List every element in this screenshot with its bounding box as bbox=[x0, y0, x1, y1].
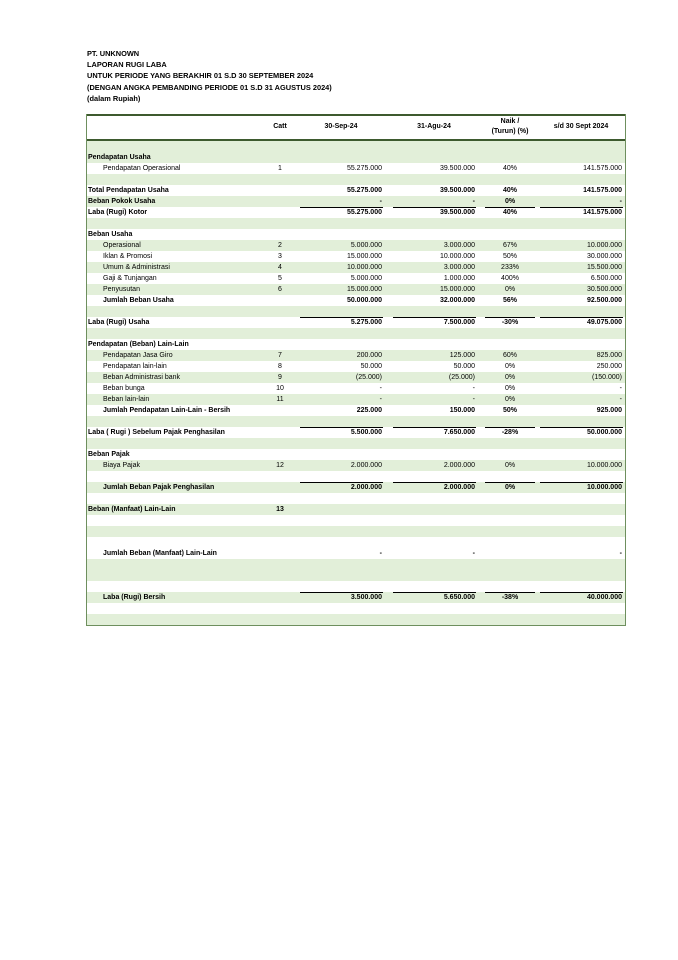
row-change-pct: 0% bbox=[504, 462, 516, 469]
table-row bbox=[87, 306, 625, 317]
row-value-aug: 3.000.000 bbox=[443, 242, 475, 249]
row-label: Operasional bbox=[103, 242, 141, 249]
row-change-pct: 0% bbox=[504, 396, 516, 403]
row-value-ytd: 49.075.000 bbox=[586, 319, 622, 326]
row-value-sep: 5.000.000 bbox=[350, 275, 382, 282]
row-catt: 1 bbox=[278, 165, 282, 172]
table-row bbox=[87, 185, 625, 196]
row-value-ytd: 141.575.000 bbox=[583, 187, 622, 194]
row-value-aug: 32.000.000 bbox=[439, 297, 475, 304]
row-label: Gaji & Tunjangan bbox=[103, 275, 157, 282]
rule-line bbox=[540, 427, 623, 428]
row-value-sep: 50.000.000 bbox=[346, 297, 382, 304]
row-value-aug: 39.500.000 bbox=[439, 209, 475, 216]
col-catt: Catt bbox=[273, 123, 287, 130]
row-label: Pendapatan lain-lain bbox=[103, 363, 167, 370]
row-value-aug: (25.000) bbox=[448, 374, 475, 381]
row-catt: 9 bbox=[278, 374, 282, 381]
row-catt: 13 bbox=[276, 506, 284, 513]
col-sep: 30-Sep-24 bbox=[324, 123, 358, 130]
table-row bbox=[87, 592, 625, 603]
row-value-sep: (25.000) bbox=[355, 374, 382, 381]
table-row bbox=[87, 372, 625, 383]
row-value-ytd: 6.500.000 bbox=[590, 275, 622, 282]
rule-line bbox=[393, 427, 476, 428]
row-value-sep: 2.000.000 bbox=[350, 484, 382, 491]
row-value-ytd: 30.000.000 bbox=[586, 253, 622, 260]
row-value-aug: 3.000.000 bbox=[443, 264, 475, 271]
row-value-ytd: 141.575.000 bbox=[583, 209, 622, 216]
row-label: Laba (Rugi) Bersih bbox=[103, 594, 166, 601]
row-change-pct: -38% bbox=[501, 594, 519, 601]
row-value-aug: - bbox=[472, 396, 475, 403]
row-value-aug: 150.000 bbox=[449, 407, 475, 414]
row-label: Beban bunga bbox=[103, 385, 145, 392]
table-row bbox=[87, 240, 625, 251]
row-catt: 6 bbox=[278, 286, 282, 293]
row-value-ytd: 30.500.000 bbox=[586, 286, 622, 293]
row-label: Jumlah Pendapatan Lain-Lain - Bersih bbox=[103, 407, 231, 414]
col-naik-line1: Naik / bbox=[500, 118, 520, 125]
row-value-aug: 39.500.000 bbox=[439, 187, 475, 194]
rule-line bbox=[300, 427, 383, 428]
row-value-ytd: 925.000 bbox=[596, 407, 622, 414]
row-change-pct: 67% bbox=[502, 242, 517, 249]
table-row bbox=[87, 548, 625, 559]
row-value-ytd: - bbox=[619, 385, 622, 392]
income-statement-table bbox=[86, 114, 626, 626]
row-change-pct: 40% bbox=[502, 187, 517, 194]
table-row bbox=[87, 317, 625, 328]
row-change-pct: 60% bbox=[502, 352, 517, 359]
row-change-pct: 40% bbox=[502, 209, 517, 216]
table-header bbox=[87, 114, 625, 141]
rule-line bbox=[485, 427, 535, 428]
row-label: Total Pendapatan Usaha bbox=[88, 187, 169, 194]
report-title: LAPORAN RUGI LABA bbox=[87, 60, 167, 70]
table-row bbox=[87, 449, 625, 460]
rule-line bbox=[540, 207, 623, 208]
table-row bbox=[87, 328, 625, 339]
col-ytd: s/d 30 Sept 2024 bbox=[553, 123, 609, 130]
row-label: Beban Usaha bbox=[88, 231, 133, 238]
row-value-aug: 39.500.000 bbox=[439, 165, 475, 172]
row-value-sep: 50.000 bbox=[360, 363, 382, 370]
rule-line bbox=[485, 592, 535, 593]
row-label: Umum & Administrasi bbox=[103, 264, 170, 271]
row-label: Jumlah Beban (Manfaat) Lain-Lain bbox=[103, 550, 217, 557]
row-change-pct: -30% bbox=[501, 319, 519, 326]
row-change-pct: 56% bbox=[502, 297, 517, 304]
row-value-sep: 225.000 bbox=[356, 407, 382, 414]
table-row bbox=[87, 405, 625, 416]
row-label: Laba (Rugi) Kotor bbox=[88, 209, 148, 216]
rule-line bbox=[300, 317, 383, 318]
row-catt: 11 bbox=[276, 396, 284, 403]
row-catt: 7 bbox=[278, 352, 282, 359]
row-value-aug: - bbox=[472, 198, 475, 205]
row-value-sep: - bbox=[379, 385, 382, 392]
table-row bbox=[87, 218, 625, 229]
row-value-aug: - bbox=[472, 550, 475, 557]
row-label: Laba ( Rugi ) Sebelum Pajak Penghasilan bbox=[88, 429, 225, 436]
table-row bbox=[87, 339, 625, 350]
row-value-aug: 7.650.000 bbox=[443, 429, 475, 436]
row-change-pct: 0% bbox=[504, 484, 516, 491]
table-row bbox=[87, 504, 625, 515]
table-row bbox=[87, 493, 625, 504]
row-change-pct: 50% bbox=[502, 407, 517, 414]
rule-line bbox=[300, 207, 383, 208]
row-value-ytd: 50.000.000 bbox=[586, 429, 622, 436]
row-label: Biaya Pajak bbox=[103, 462, 140, 469]
row-value-sep: 5.275.000 bbox=[350, 319, 382, 326]
row-label: Pendapatan Jasa Giro bbox=[103, 352, 173, 359]
table-row bbox=[87, 570, 625, 581]
table-row bbox=[87, 482, 625, 493]
company-name: PT. UNKNOWN bbox=[87, 49, 140, 58]
table-row bbox=[87, 350, 625, 361]
table-row bbox=[87, 438, 625, 449]
row-catt: 10 bbox=[276, 385, 284, 392]
row-label: Beban Administrasi bank bbox=[103, 374, 181, 381]
table-row bbox=[87, 416, 625, 427]
row-catt: 5 bbox=[278, 275, 282, 282]
table-row bbox=[87, 460, 625, 471]
rule-line bbox=[300, 592, 383, 593]
table-row bbox=[87, 207, 625, 218]
row-value-sep: - bbox=[379, 198, 382, 205]
table-row bbox=[87, 394, 625, 405]
row-label: Pendapatan Operasional bbox=[103, 165, 181, 172]
row-value-ytd: 10.000.000 bbox=[586, 462, 622, 469]
row-value-aug: 125.000 bbox=[449, 352, 475, 359]
row-value-aug: 10.000.000 bbox=[439, 253, 475, 260]
row-value-sep: 55.275.000 bbox=[346, 209, 382, 216]
row-value-aug: 2.000.000 bbox=[443, 462, 475, 469]
row-catt: 4 bbox=[278, 264, 282, 271]
row-value-ytd: 10.000.000 bbox=[586, 242, 622, 249]
row-label: Pendapatan Usaha bbox=[88, 154, 151, 161]
row-change-pct: 400% bbox=[501, 275, 519, 282]
row-value-ytd: 92.500.000 bbox=[586, 297, 622, 304]
row-value-sep: 5.000.000 bbox=[350, 242, 382, 249]
row-value-sep: - bbox=[379, 396, 382, 403]
row-value-ytd: 250.000 bbox=[596, 363, 622, 370]
table-row bbox=[87, 295, 625, 306]
row-label: Beban lain-lain bbox=[103, 396, 150, 403]
row-change-pct: 233% bbox=[501, 264, 519, 271]
row-label: Jumlah Beban Pajak Penghasilan bbox=[103, 484, 215, 491]
table-body bbox=[87, 141, 625, 625]
rule-line bbox=[540, 592, 623, 593]
row-change-pct: 0% bbox=[504, 385, 516, 392]
row-label: Beban (Manfaat) Lain-Lain bbox=[88, 506, 176, 513]
row-label: Iklan & Promosi bbox=[103, 253, 153, 260]
rule-line bbox=[393, 592, 476, 593]
table-row bbox=[87, 141, 625, 152]
row-label: Beban Pokok Usaha bbox=[88, 198, 156, 205]
table-row bbox=[87, 229, 625, 240]
row-label: Laba (Rugi) Usaha bbox=[88, 319, 150, 326]
row-value-ytd: (150.000) bbox=[592, 374, 622, 381]
row-label: Jumlah Beban Usaha bbox=[103, 297, 174, 304]
table-row bbox=[87, 251, 625, 262]
row-label: Pendapatan (Beban) Lain-Lain bbox=[88, 341, 189, 348]
row-value-aug: 2.000.000 bbox=[443, 484, 475, 491]
row-value-ytd: 141.575.000 bbox=[583, 165, 622, 172]
table-row bbox=[87, 537, 625, 548]
table-row bbox=[87, 526, 625, 537]
table-row bbox=[87, 559, 625, 570]
row-value-aug: 50.000 bbox=[453, 363, 475, 370]
rule-line bbox=[540, 317, 623, 318]
row-value-aug: 1.000.000 bbox=[443, 275, 475, 282]
row-value-sep: 3.500.000 bbox=[350, 594, 382, 601]
row-value-sep: 55.275.000 bbox=[346, 165, 382, 172]
rule-line bbox=[393, 207, 476, 208]
rule-line bbox=[540, 482, 623, 483]
row-label: Penyusutan bbox=[103, 286, 140, 293]
table-row bbox=[87, 174, 625, 185]
row-value-aug: 15.000.000 bbox=[439, 286, 475, 293]
table-row bbox=[87, 152, 625, 163]
row-change-pct: 0% bbox=[504, 374, 516, 381]
row-value-ytd: 10.000.000 bbox=[586, 484, 622, 491]
row-value-ytd: 15.500.000 bbox=[586, 264, 622, 271]
row-value-sep: - bbox=[379, 550, 382, 557]
col-naik bbox=[485, 117, 535, 137]
col-aug: 31-Agu-24 bbox=[417, 123, 451, 130]
row-value-ytd: 40.000.000 bbox=[586, 594, 622, 601]
rule-line bbox=[300, 482, 383, 483]
report-period: UNTUK PERIODE YANG BERAKHIR 01 S.D 30 SEPTEMBER 2024 bbox=[87, 71, 314, 81]
row-label: Beban Pajak bbox=[88, 451, 130, 458]
report-unit: (dalam Rupiah) bbox=[87, 93, 141, 103]
row-value-sep: 10.000.000 bbox=[346, 264, 382, 271]
row-change-pct: 0% bbox=[504, 363, 516, 370]
table-row bbox=[87, 471, 625, 482]
table-row bbox=[87, 614, 625, 625]
table-row bbox=[87, 383, 625, 394]
table-row bbox=[87, 581, 625, 592]
rule-line bbox=[485, 482, 535, 483]
row-value-ytd: - bbox=[619, 396, 622, 403]
row-change-pct: 40% bbox=[502, 165, 517, 172]
row-value-aug: - bbox=[472, 385, 475, 392]
row-value-aug: 5.650.000 bbox=[443, 594, 475, 601]
row-catt: 8 bbox=[278, 363, 282, 370]
row-value-sep: 5.500.000 bbox=[350, 429, 382, 436]
table-row bbox=[87, 427, 625, 438]
row-change-pct: -28% bbox=[501, 429, 519, 436]
rule-line bbox=[393, 482, 476, 483]
report-comparison: (DENGAN ANGKA PEMBANDING PERIODE 01 S.D 31 AGUSTUS 2024) bbox=[87, 82, 332, 92]
table-row bbox=[87, 361, 625, 372]
table-row bbox=[87, 284, 625, 295]
row-change-pct: 0% bbox=[504, 198, 516, 205]
report-header bbox=[87, 48, 332, 104]
table-row bbox=[87, 196, 625, 207]
row-catt: 2 bbox=[278, 242, 282, 249]
row-value-sep: 2.000.000 bbox=[350, 462, 382, 469]
row-change-pct: 0% bbox=[504, 286, 516, 293]
col-naik-line2: (Turun) (%) bbox=[491, 128, 529, 135]
table-row bbox=[87, 603, 625, 614]
row-value-aug: 7.500.000 bbox=[443, 319, 475, 326]
row-value-sep: 200.000 bbox=[356, 352, 382, 359]
rule-line bbox=[393, 317, 476, 318]
table-row bbox=[87, 163, 625, 174]
rule-line bbox=[485, 317, 535, 318]
row-value-ytd: - bbox=[619, 550, 622, 557]
row-value-sep: 15.000.000 bbox=[346, 253, 382, 260]
table-row bbox=[87, 515, 625, 526]
table-row bbox=[87, 262, 625, 273]
row-catt: 3 bbox=[278, 253, 282, 260]
table-row bbox=[87, 273, 625, 284]
row-value-sep: 55.275.000 bbox=[346, 187, 382, 194]
row-value-sep: 15.000.000 bbox=[346, 286, 382, 293]
row-catt: 12 bbox=[276, 462, 284, 469]
row-value-ytd: - bbox=[619, 198, 622, 205]
row-value-ytd: 825.000 bbox=[596, 352, 622, 359]
row-change-pct: 50% bbox=[502, 253, 517, 260]
rule-line bbox=[485, 207, 535, 208]
